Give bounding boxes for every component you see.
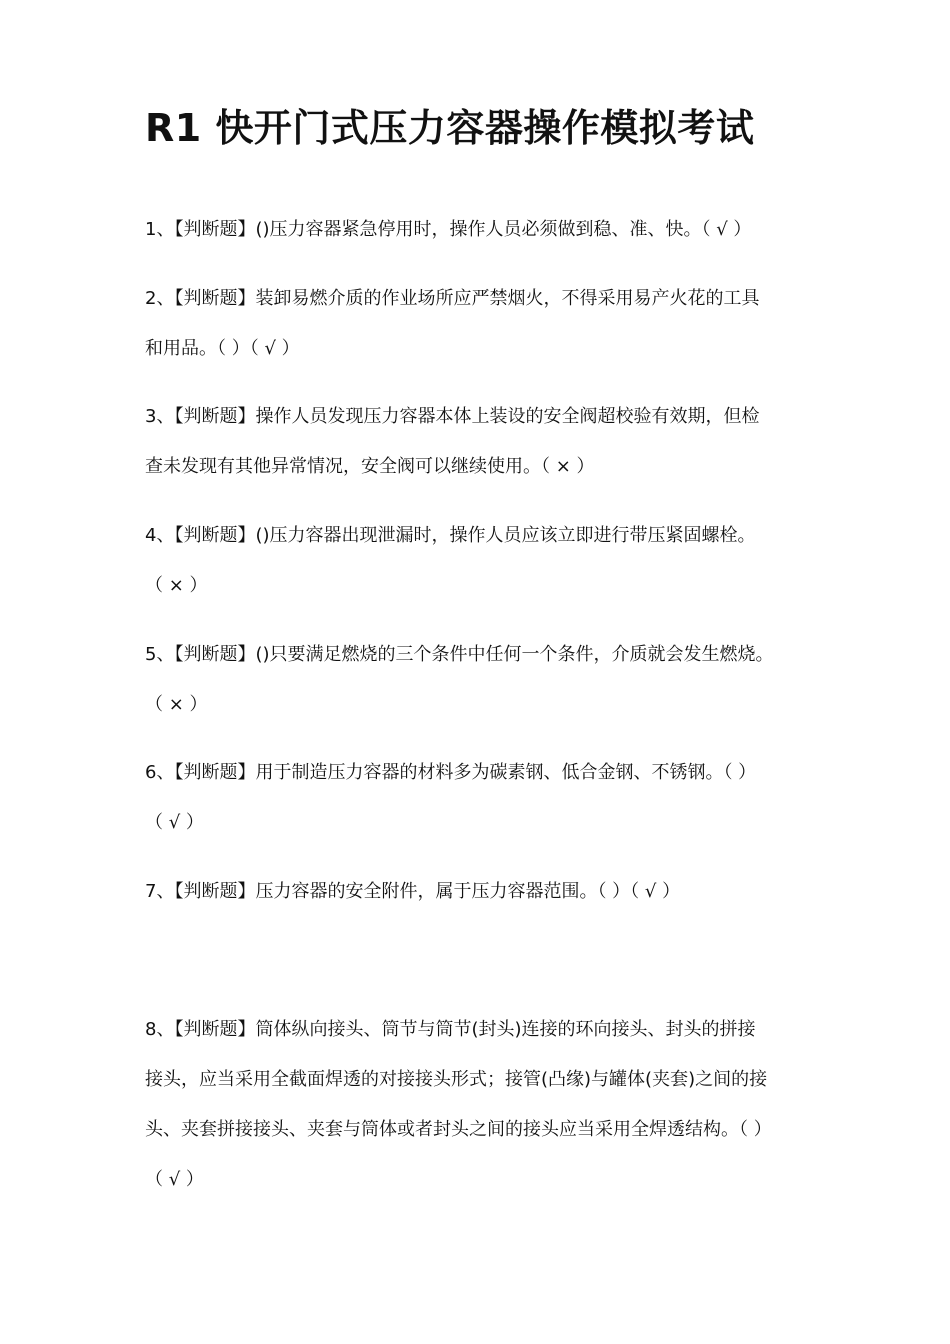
question-8 <box>145 1005 815 1205</box>
question-5 <box>145 630 815 730</box>
question-2 <box>145 274 815 374</box>
question-1 <box>145 205 815 255</box>
question-8-line-4: （ √ ） <box>145 1169 204 1190</box>
question-3 <box>145 392 815 492</box>
question-8-line-2: 接头，应当采用全截面焊透的对接接头形式；接管(凸缘)与罐体(夹套)之间的接 <box>145 1069 768 1090</box>
question-3-line-2: 查未发现有其他异常情况，安全阀可以继续使用。（ × ） <box>145 456 595 477</box>
question-6-line-1: 6、【判断题】用于制造压力容器的材料多为碳素钢、低合金钢、不锈钢。（ ） <box>145 762 757 783</box>
question-2-line-1: 2、【判断题】装卸易燃介质的作业场所应严禁烟火，不得采用易产火花的工具 <box>145 288 760 309</box>
question-4 <box>145 511 815 611</box>
question-7-line-1: 7、【判断题】压力容器的安全附件，属于压力容器范围。（ ）（ √ ） <box>145 881 681 902</box>
question-1-line-1: 1、【判断题】()压力容器紧急停用时，操作人员必须做到稳、准、快。（ √ ） <box>145 219 752 240</box>
question-8-line-3: 头、夹套拼接接头、夹套与筒体或者封头之间的接头应当采用全焊透结构。（ ） <box>145 1119 772 1140</box>
question-8-line-1: 8、【判断题】筒体纵向接头、筒节与筒节(封头)连接的环向接头、封头的拼接 <box>145 1019 756 1040</box>
question-2-line-2: 和用品。（ ）（ √ ） <box>145 338 300 359</box>
question-5-line-1: 5、【判断题】()只要满足燃烧的三个条件中任何一个条件，介质就会发生燃烧。 <box>145 644 774 665</box>
question-4-line-1: 4、【判断题】()压力容器出现泄漏时，操作人员应该立即进行带压紧固螺栓。 <box>145 525 756 546</box>
question-6 <box>145 748 815 848</box>
question-4-line-2: （ × ） <box>145 575 208 596</box>
question-7 <box>145 867 815 917</box>
page-title: R1 快开门式压力容器操作模拟考试 <box>145 106 755 150</box>
question-6-line-2: （ √ ） <box>145 812 204 833</box>
question-3-line-1: 3、【判断题】操作人员发现压力容器本体上装设的安全阀超校验有效期，但检 <box>145 406 760 427</box>
question-5-line-2: （ × ） <box>145 694 208 715</box>
